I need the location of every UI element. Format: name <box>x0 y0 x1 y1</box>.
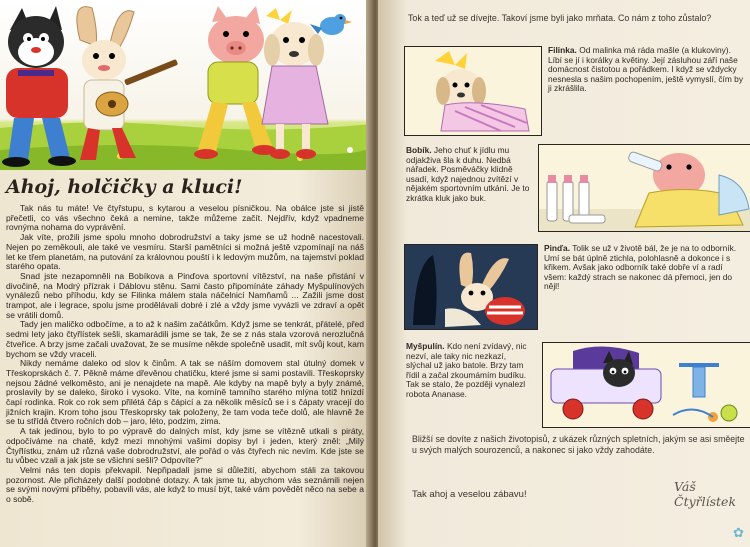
signature: Váš Čtyřlístek <box>674 479 737 509</box>
left-page <box>0 0 372 547</box>
baby-pinda-illustration <box>405 245 537 329</box>
character-name: Bobík. <box>406 145 432 155</box>
bobik-caption <box>406 146 530 204</box>
character-name: Filinka. <box>548 45 577 55</box>
myspulin-caption <box>406 342 530 400</box>
paragraph: Nikdy nemáme daleko od slov k činům. A tak se náším domovem stal útulný domek v Třeskoprskách č. 7. Pěkně máme dřevěnou chatičku, které jsme si sami postavili. Třeskoprsky nejsou žádné velkoměsto, ani je nenajdete na mapě. Ale kdyby na mapě byly a byly známé, proslavily by se daleko, široko i vysoko. Víte, na komíně tamního starého mlýna totiž hnízdí čapí rodinka. Rok co rok sem přilétá čáp s čápicí a za několik měsíců se i s čápaty vracejí do jižních krajin. Krom toho jsou Třeskoprsky tak položeny, že tam voda teče dolů, ale hlavně že se tu střídá čtvero ročních dob – jaro, léto, podzim, zima. <box>6 358 364 427</box>
baby-filinka-illustration <box>405 47 541 135</box>
right-page <box>378 0 750 547</box>
pinda-caption <box>544 244 746 292</box>
paragraph: Tak nás tu máte! Ve čtyřstupu, s kytarou a veselou písničkou. Na obálce jste si jistě přečetli, co vás všechno čeká a nemine, takže můžeme začít. Nejdřív, když vpadneme rovnýma nohama do vyprávění. <box>6 203 364 233</box>
filinka-caption <box>548 46 744 94</box>
character-description: Jeho chuť k jídlu mu odjakživa šla k duhu. Nedbá nářadek. Posměváčky klidně usadí, když najednou zvítězí v nějakém sportovním utkání. Je to zkrátka kluk jako buk. <box>406 145 530 203</box>
pinda-panel <box>404 244 538 330</box>
header-illustration <box>0 0 372 170</box>
paragraph: Snad jste nezapomněli na Bobíkova a Pinďova sportovní vítězství, na naše přistání v divočině, na Modrý přízrak i Dáblovu stěnu. Sami často připomínáte záhady Myšpulínových vynálezů nebo příhodu, kdy se Filinka málem stala náčelnicí Namňamů ... Zažili jsme dost trampot, ale i legrace, spolu jsme prodělávali dobré i zlé a vždy jsme vyvázli ve zdraví a opět se vrátili domů. <box>6 270 364 320</box>
paragraph: A tak jedinou, bylo to po výpravě do dalných míst, kdy jsme se vítězně utkali s piráty, odpočíváme na chatě, když mezi mnohými vašimi dopisy byl i jeden, který zněl: „Milý Čtyřlístku, znám už různá vaše dobrodružství, ale pořád o vás čtyřech nic nevím. Kde jste se tu vůbec vzali a jak jste se všichni sešli? Odpovíte?“ <box>6 426 364 466</box>
bobik-panel <box>538 144 750 232</box>
intro-text <box>6 204 364 505</box>
character-description: Od malinka má ráda mašle (a klukoviny). Líbí se jí i korálky a květiny. Její zásluhou září naše domácnost čistotou a pořádkem. I když se vždycky nesnesla s našim pochopením, ještě vymyslí, čím by ji zkrášlila. <box>548 45 744 94</box>
signoff: Tak ahoj a veselou zábavu! <box>412 489 527 500</box>
character-name: Myšpulín. <box>406 341 445 351</box>
intro-line: Tok a teď už se dívejte. Takoví jsme byli jako mrňata. Co nám z toho zůstalo? <box>408 13 712 23</box>
character-description: Kdo není zvídavý, nic nezví, ale taky nic nezkazí, slýchal už jako batole. Brzy tam řídil a začal zkoumámím budíku. Tak se stalo, že později vynalezl robota Ananase. <box>406 341 527 399</box>
filinka-panel <box>404 46 542 136</box>
bird-icon <box>310 14 352 35</box>
four-friends-illustration <box>0 0 372 170</box>
paragraph: Tady jen maličko odbočíme, a to až k našim začátkům. Když jsme se tenkrát, přátelé, před sedmi lety jako čtyřlístek sešli, skamarádili jsme se tak, že se z nás stala vzorová nerozlučná čtveřice. A brzy jsme začali uvažovat, že se musíme někde společně usadit, mít svůj kout, kam bychom se vždy vraceli. <box>6 319 364 359</box>
page-title: Ahoj, holčičky a kluci! <box>6 176 243 198</box>
paragraph: Velmi nás ten dopis překvapil. Nepřipadali jsme si důležití, abychom stáli za takovou pozornost. Ale přicházely další podobné dotazy. A tak jsme tu, abychom vás seznámili nejen se svými novými příběhy, pobavili vás, ale když to musí být, také vám povědět něco na sebe a o sobě. <box>6 464 364 505</box>
myspulin-panel <box>542 342 750 428</box>
character-name: Pinďa. <box>544 243 571 253</box>
baby-bobik-illustration <box>539 145 750 231</box>
closing-paragraph: Bližší se dovíte z našich životopisů, z ukázek různých spletních, jakým se asi směejte u svých malých sourozenců, a nakonec si jako vždy zahodáte. <box>412 434 745 455</box>
baby-myspulin-illustration <box>543 343 750 427</box>
character-description: Tolik se už v životě bál, že je na to odborník. Umí se bát úplně ztichla, polohlasně a dokonce i s křikem. Avšak jako odborník také dobře ví a radí všem: každý strach se nakonec dá přemoci, jen do nějl! <box>544 243 737 292</box>
flower-ornament-icon: ✿ <box>733 526 744 541</box>
paragraph: Jak víte, prožili jsme spolu mnoho dobrodružství a taky jsme se už hodně nacestovali. Nejen po zeměkouli, ale také ve vesmíru. Starší pamětníci si možná ještě vzpomínají na náš let ke třem planetám, na putování za královnou pouští i k ledovým mužům, na tajemství poklad starého opata. <box>6 232 364 272</box>
